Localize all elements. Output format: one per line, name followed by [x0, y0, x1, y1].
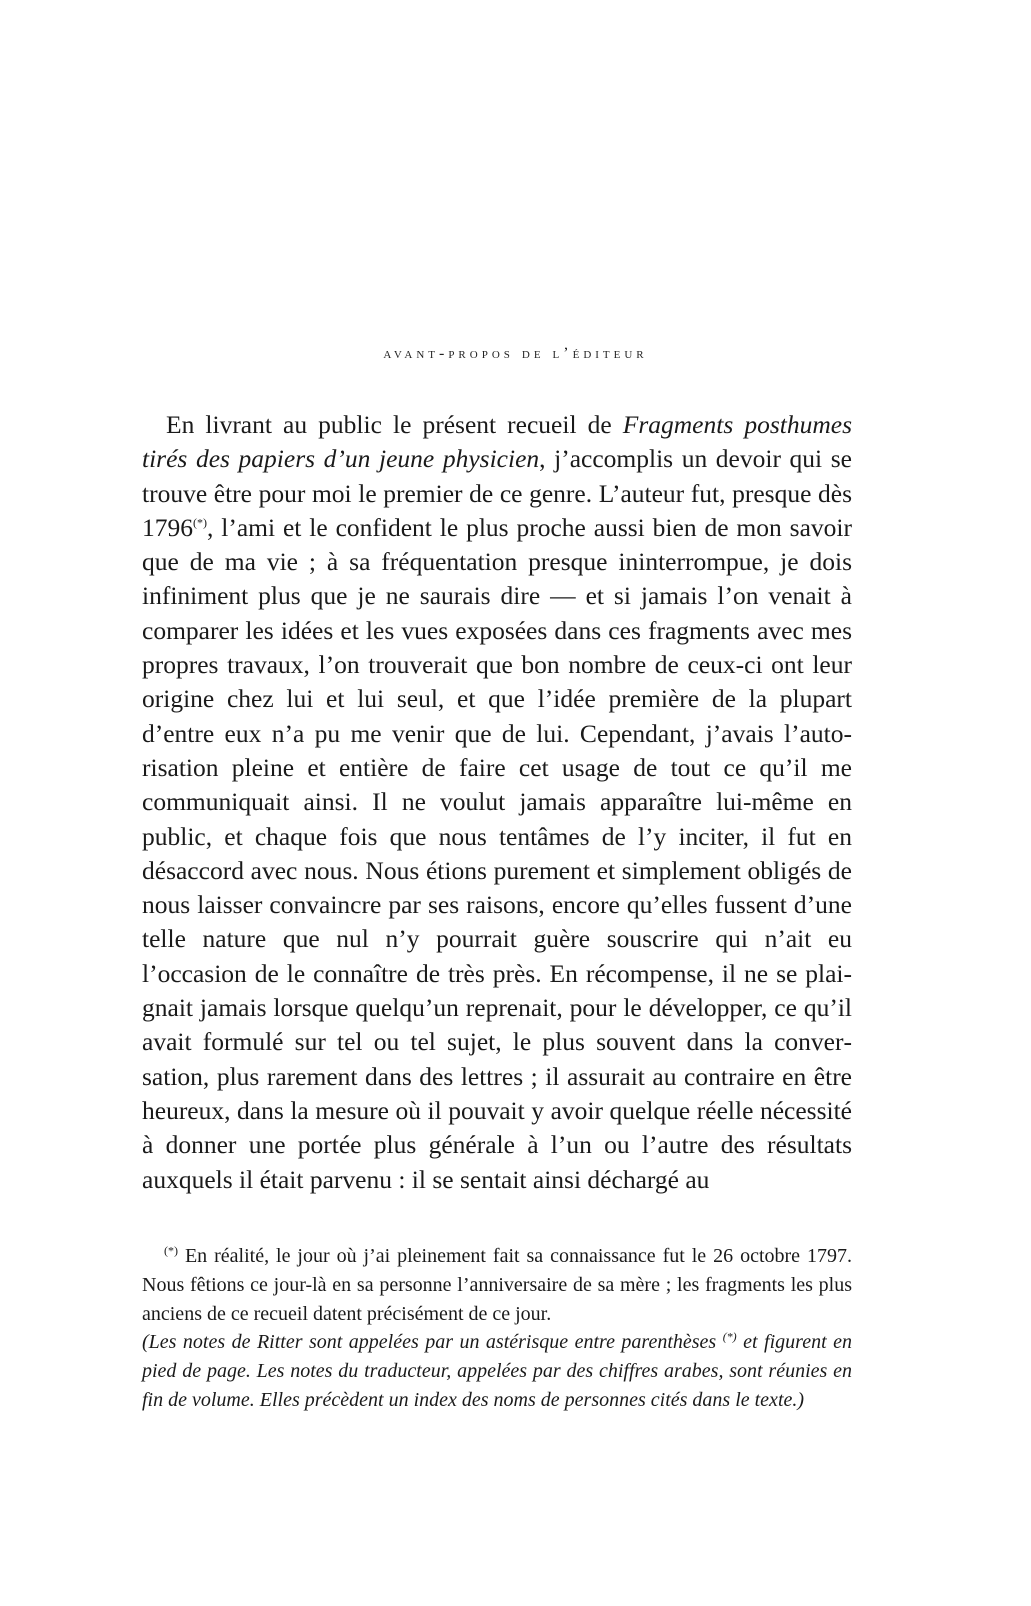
footnote-body: En réalité, le jour où j’ai pleinement fait sa connaissance fut le 26 octobre 1797. Nous fêtions ce jour-là en sa personne l’anniversaire de sa mère ; les fragments les plus anciens de ce recueil datent précisément de ce jour.: [142, 1245, 852, 1325]
text-run: et figurent en pied de page. Les notes du traducteur, appelées par des chiffres arabes, sont réunies en fin de volume. Elles précèdent un index des noms de personnes cités dans le texte.): [142, 1331, 852, 1411]
footnote-marker: (*): [193, 515, 207, 530]
text-run: (Les notes de Ritter sont appelées par un astérisque entre parenthèses: [142, 1331, 723, 1354]
translator-note: [142, 1328, 852, 1414]
page-title: avant-propos de l’éditeur: [383, 345, 648, 362]
book-title: Fragments posthumes tirés des papiers d’un jeune physicien: [142, 410, 852, 474]
main-text: [142, 408, 852, 1197]
footnote: [142, 1242, 852, 1415]
footnote-text: [142, 1242, 852, 1328]
text-run: , j’accomplis un devoir qui se trouve être pour moi le premier de ce genre. L’auteur fut, presque dès 1796: [142, 444, 852, 542]
text-run: En livrant au public le présent recueil de: [166, 410, 623, 439]
footnote-marker: (*): [722, 1329, 737, 1344]
footnote-marker: (*): [164, 1243, 178, 1258]
paragraph: [142, 408, 852, 1197]
text-run: , l’ami et le confident le plus proche aussi bien de mon savoir que de ma vie ; à sa fréquentation presque ininterrompue, je dois infiniment plus que je ne saurais dire — et si jamais l’on venait à comparer les idées et les vues exposées dans ces fragments avec mes propres travaux, l’on trouverait que bon nombre de ceux-ci ont leur origine chez lui et lui seul, et que l’idée première de la plupart d’entre eux n’a pu me venir que de lui. Cependant, j’avais l’autorisation pleine et entière de faire cet usage de tout ce qu’il me communiquait ainsi. Il ne voulut jamais apparaître lui-même en public, et chaque fois que nous tentâmes de l’y inciter, il fut en désaccord avec nous. Nous étions purement et simplement obligés de nous laisser convaincre par ses raisons, encore qu’elles fussent d’une telle nature que nul n’y pourrait guère souscrire qui n’ait eu l’occasion de le connaître de très près. En récompense, il ne se plaignait jamais lorsque quelqu’un reprenait, pour le développer, ce qu’il avait formulé sur tel ou tel sujet, le plus souvent dans la conversation, plus rarement dans des lettres ; il assurait au contraire en être heureux, dans la mesure où il pouvait y avoir quelque réelle nécessité à donner une portée plus générale à l’un ou l’autre des résultats auxquels il était parvenu : il se sentait ainsi déchargé au: [142, 512, 852, 1194]
